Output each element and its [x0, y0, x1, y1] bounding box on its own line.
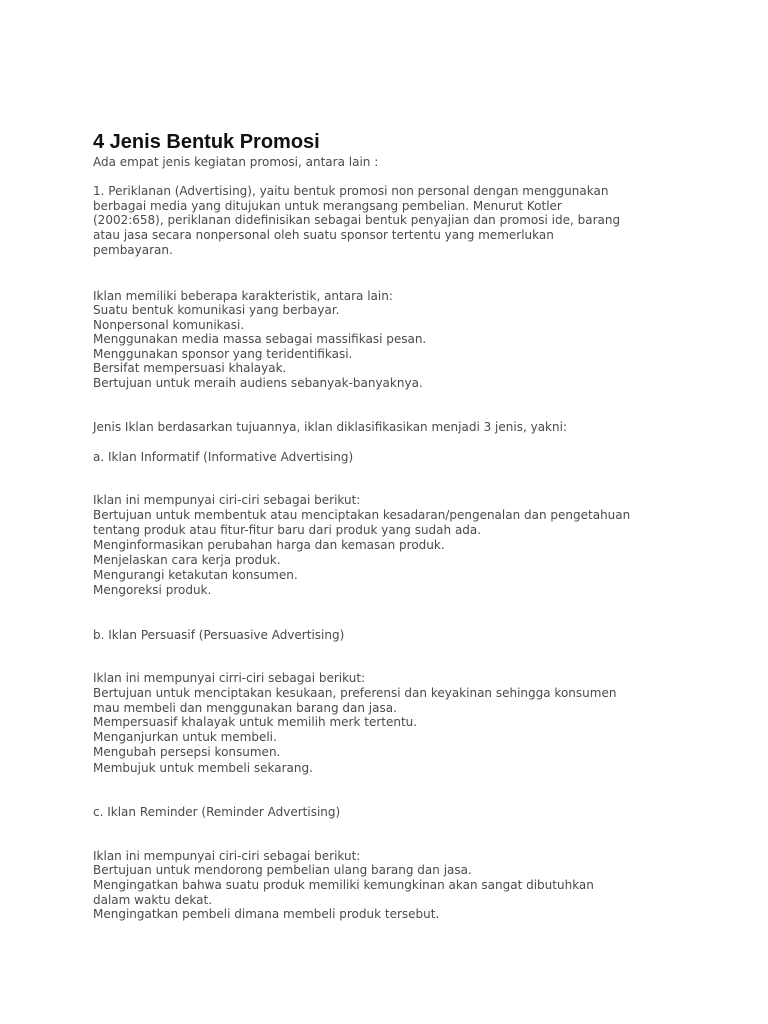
reminder-line: Bertujuan untuk mendorong pembelian ulang barang dan jasa.: [93, 863, 472, 877]
persuasive-heading: b. Iklan Persuasif (Persuasive Advertising): [93, 628, 345, 642]
advertising-line: (2002:658), periklanan didefinisikan sebagai bentuk penyajian dan promosi ide, barang: [93, 213, 621, 227]
informative-line: Menjelaskan cara kerja produk.: [93, 553, 281, 567]
characteristics-line: Bersifat mempersuasi khalayak.: [93, 361, 287, 375]
intro-text: Ada empat jenis kegiatan promosi, antara lain :: [93, 155, 379, 169]
informative-line: Mengoreksi produk.: [93, 583, 212, 597]
advertising-line: pembayaran.: [93, 243, 173, 257]
characteristics-line: Menggunakan media massa sebagai massifikasi pesan.: [93, 332, 427, 346]
characteristics-line: Nonpersonal komunikasi.: [93, 318, 245, 332]
reminder-heading: c. Iklan Reminder (Reminder Advertising): [93, 805, 341, 819]
informative-line: tentang produk atau fitur-fitur baru dari produk yang sudah ada.: [93, 523, 482, 537]
persuasive-line: Menganjurkan untuk membeli.: [93, 730, 277, 744]
reminder-line: dalam waktu dekat.: [93, 893, 213, 907]
characteristics-line: Suatu bentuk komunikasi yang berbayar.: [93, 303, 340, 317]
characteristics-line: Menggunakan sponsor yang teridentifikasi.: [93, 347, 353, 361]
informative-line: Menginformasikan perubahan harga dan kemasan produk.: [93, 538, 445, 552]
advertising-line: atau jasa secara nonpersonal oleh suatu sponsor tertentu yang memerlukan: [93, 228, 554, 242]
page-title: 4 Jenis Bentuk Promosi: [93, 131, 320, 153]
reminder-line: Mengingatkan pembeli dimana membeli produk tersebut.: [93, 907, 440, 921]
types-intro: Jenis Iklan berdasarkan tujuannya, iklan diklasifikasikan menjadi 3 jenis, yakni:: [93, 420, 567, 434]
advertising-line: berbagai media yang ditujukan untuk merangsang pembelian. Menurut Kotler: [93, 199, 562, 213]
persuasive-line: Mengubah persepsi konsumen.: [93, 745, 281, 759]
reminder-line: Mengingatkan bahwa suatu produk memiliki kemungkinan akan sangat dibutuhkan: [93, 878, 594, 892]
persuasive-line: Iklan ini mempunyai cirri-ciri sebagai berikut:: [93, 671, 366, 685]
reminder-line: Iklan ini mempunyai ciri-ciri sebagai berikut:: [93, 849, 361, 863]
informative-heading: a. Iklan Informatif (Informative Advertising): [93, 450, 354, 464]
persuasive-line: Bertujuan untuk menciptakan kesukaan, preferensi dan keyakinan sehingga konsumen: [93, 686, 617, 700]
informative-line: Bertujuan untuk membentuk atau menciptakan kesadaran/pengenalan dan pengetahuan: [93, 508, 631, 522]
persuasive-line: Membujuk untuk membeli sekarang.: [93, 761, 313, 775]
informative-line: Mengurangi ketakutan konsumen.: [93, 568, 298, 582]
persuasive-line: mau membeli dan menggunakan barang dan jasa.: [93, 701, 397, 715]
persuasive-line: Mempersuasif khalayak untuk memilih merk tertentu.: [93, 715, 418, 729]
characteristics-line: Iklan memiliki beberapa karakteristik, antara lain:: [93, 289, 393, 303]
characteristics-line: Bertujuan untuk meraih audiens sebanyak-banyaknya.: [93, 376, 423, 390]
informative-line: Iklan ini mempunyai ciri-ciri sebagai berikut:: [93, 493, 361, 507]
advertising-line: 1. Periklanan (Advertising), yaitu bentuk promosi non personal dengan menggunakan: [93, 184, 609, 198]
